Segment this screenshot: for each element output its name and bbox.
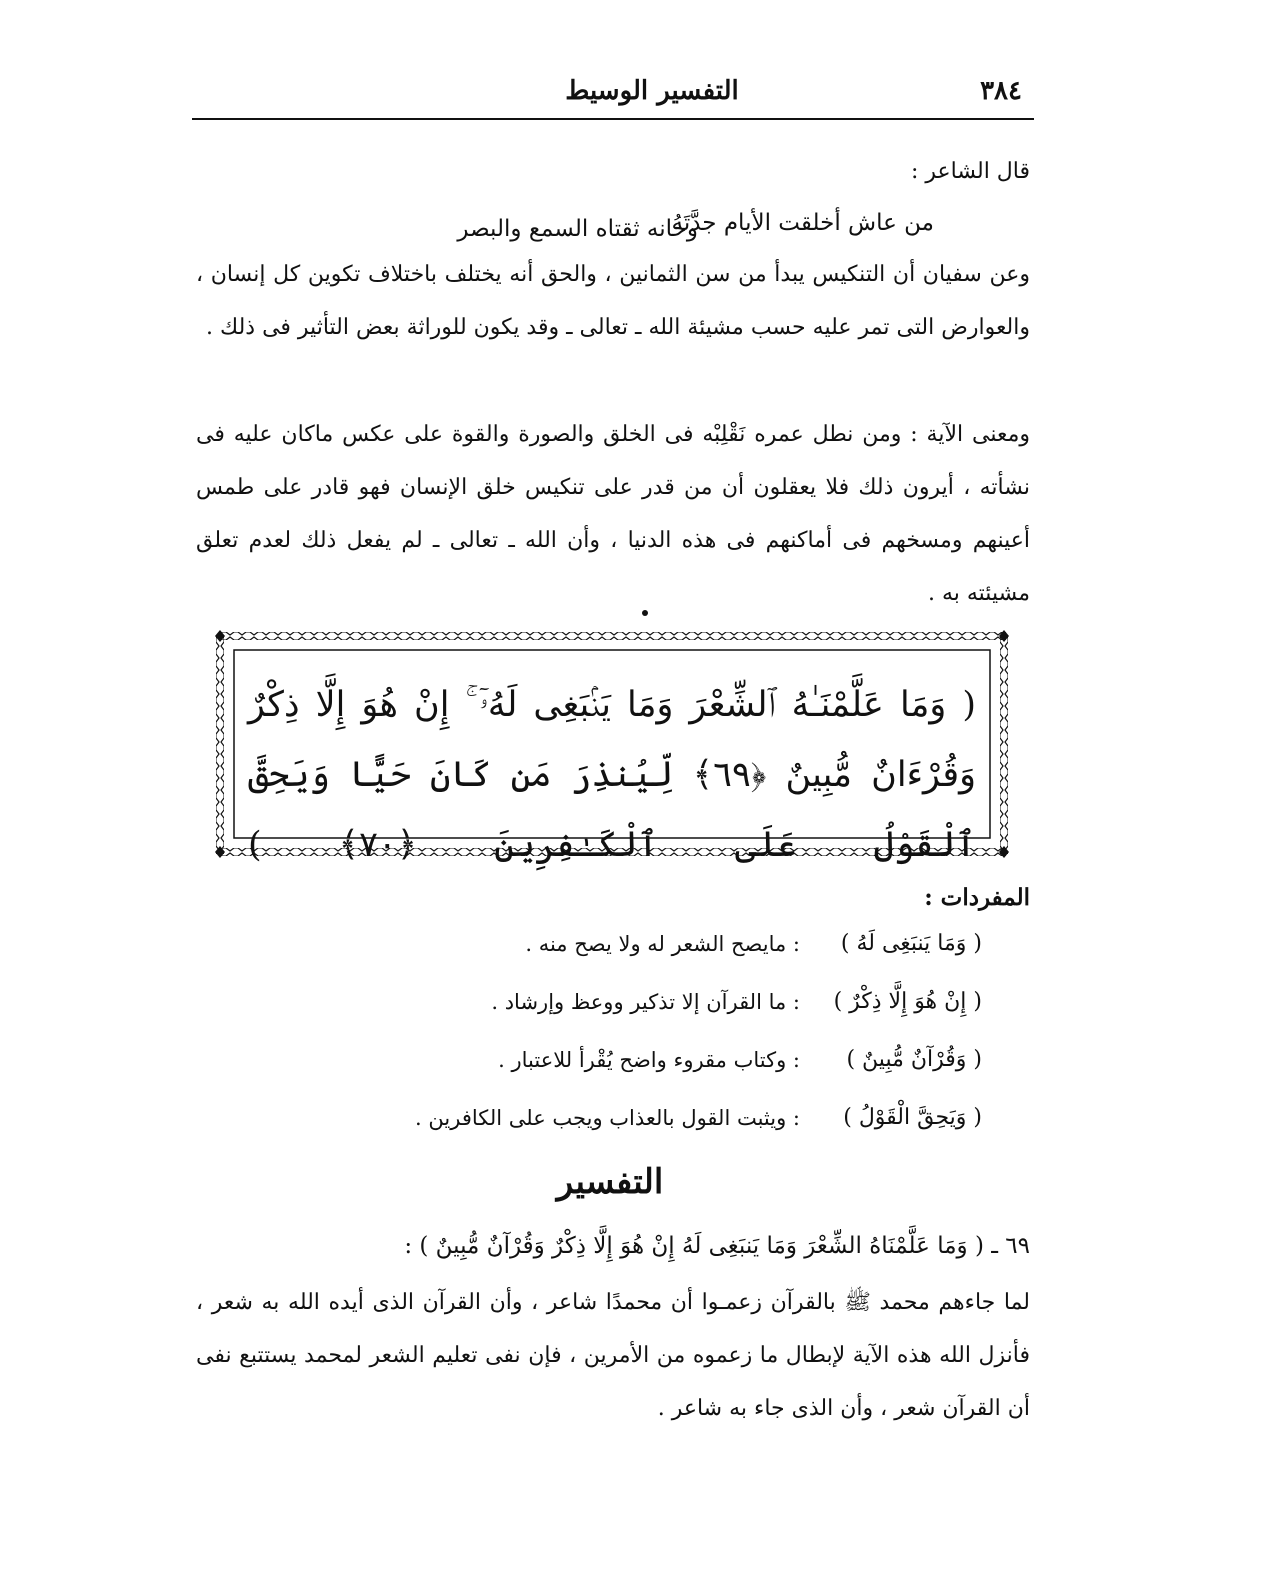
header-rule: [192, 118, 1034, 120]
poem-hemistich-1: من عاش أخلقت الأيام جدَّتَهُ: [671, 210, 934, 236]
vocabulary-definition: : ويثبت القول بالعذاب ويجب على الكافرين .: [415, 1106, 800, 1130]
verses-69-70: ( وَمَا عَلَّمْنَـٰهُ ٱلشِّعْرَ وَمَا يَنۢبَغِى لَهُۥٓ ۚ إِنْ هُوَ إِلَّا ذِكْرٌ وَقُرْءَانٌ مُّبِينٌ ﴿٦٩﴾ لِّيُنذِرَ مَن كَانَ حَيًّا وَيَحِقَّ ٱلْقَوْلُ عَلَى ٱلْكَـٰفِرِينَ ﴿٧٠﴾ ): [248, 685, 976, 865]
running-title: التفسير الوسيط: [565, 76, 739, 106]
vocabulary-definition: : وكتاب مقروء واضح يُقْرأ للاعتبار .: [498, 1048, 800, 1072]
vocabulary-item: [415, 1100, 982, 1158]
page-header: [192, 76, 1034, 112]
quran-verse-box: [212, 628, 1012, 865]
vocabulary-term: ( إِنْ هُوَ إِلَّا ذِكْرٌ ): [833, 989, 982, 1014]
vocabulary-term: ( وَمَا يَنبَغِى لَهُ ): [840, 931, 982, 956]
vocabulary-heading: المفردات :: [924, 884, 1030, 911]
poem-intro: قال الشاعر :: [910, 159, 1030, 184]
vocabulary-term: ( وَيَحِقَّ الْقَوْلُ ): [843, 1105, 982, 1130]
vocabulary-list: [415, 926, 982, 1158]
vocabulary-definition: : ما القرآن إلا تذكير ووعظ وإرشاد .: [491, 990, 800, 1014]
vocabulary-item: [422, 926, 982, 984]
vocabulary-definition: : مايصح الشعر له ولا يصح منه .: [525, 932, 800, 956]
paragraph-aging: وعن سفيان أن التنكيس يبدأ من سن الثمانين ، والحق أنه يختلف باختلاف تكوين كل إنسان ، والعوارض التى تمر عليه حسب مشيئة الله ـ تعالى ـ وقد يكون للوراثة بعض التأثير فى ذلك .: [196, 262, 1030, 340]
separator-dot: [642, 610, 648, 616]
poem-hemistich-2: وخانه ثقتاه السمع والبصر: [457, 216, 698, 242]
vocabulary-item: [422, 984, 982, 1042]
verse-reference: ٦٩ ـ ( وَمَا عَلَّمْنَاهُ الشِّعْرَ وَمَا يَنبَغِى لَهُ إِنْ هُوَ إِلَّا ذِكْرٌ وَقُرْآنٌ مُّبِينٌ ) :: [404, 1233, 1030, 1259]
paragraph-tafsir: لما جاءهم محمد ﷺ بالقرآن زعمـوا أن محمدًا شاعر ، وأن القرآن الذى أيده الله به شعر ، فأنزل الله هذه الآية لإبطال ما زعموه من الأمرين ، فإن نفى تعليم الشعر لمحمد يستتبع نفى أن القرآن شعر ، وأن الذى جاء به شاعر .: [196, 1290, 1030, 1421]
paragraph-verse-meaning: ومعنى الآية : ومن نطل عمره نَقْلِبْه فى الخلق والصورة والقوة على عكس ماكان عليه فى نشأته ، أيرون ذلك فلا يعقلون أن من قدر على تنكيس خلق الإنسان فهو قادر على طمس أعينهم ومسخهم فى أماكنهم فى هذه الدنيا ، وأن الله ـ تعالى ـ لم يفعل ذلك لعدم تعلق مشيئته به .: [196, 422, 1030, 606]
vocabulary-item: [422, 1042, 982, 1100]
page-number: ٣٨٤: [980, 76, 1022, 106]
tafsir-heading: التفسير: [556, 1162, 664, 1202]
vocabulary-term: ( وَقُرْآنٌ مُّبِينٌ ): [846, 1047, 982, 1072]
